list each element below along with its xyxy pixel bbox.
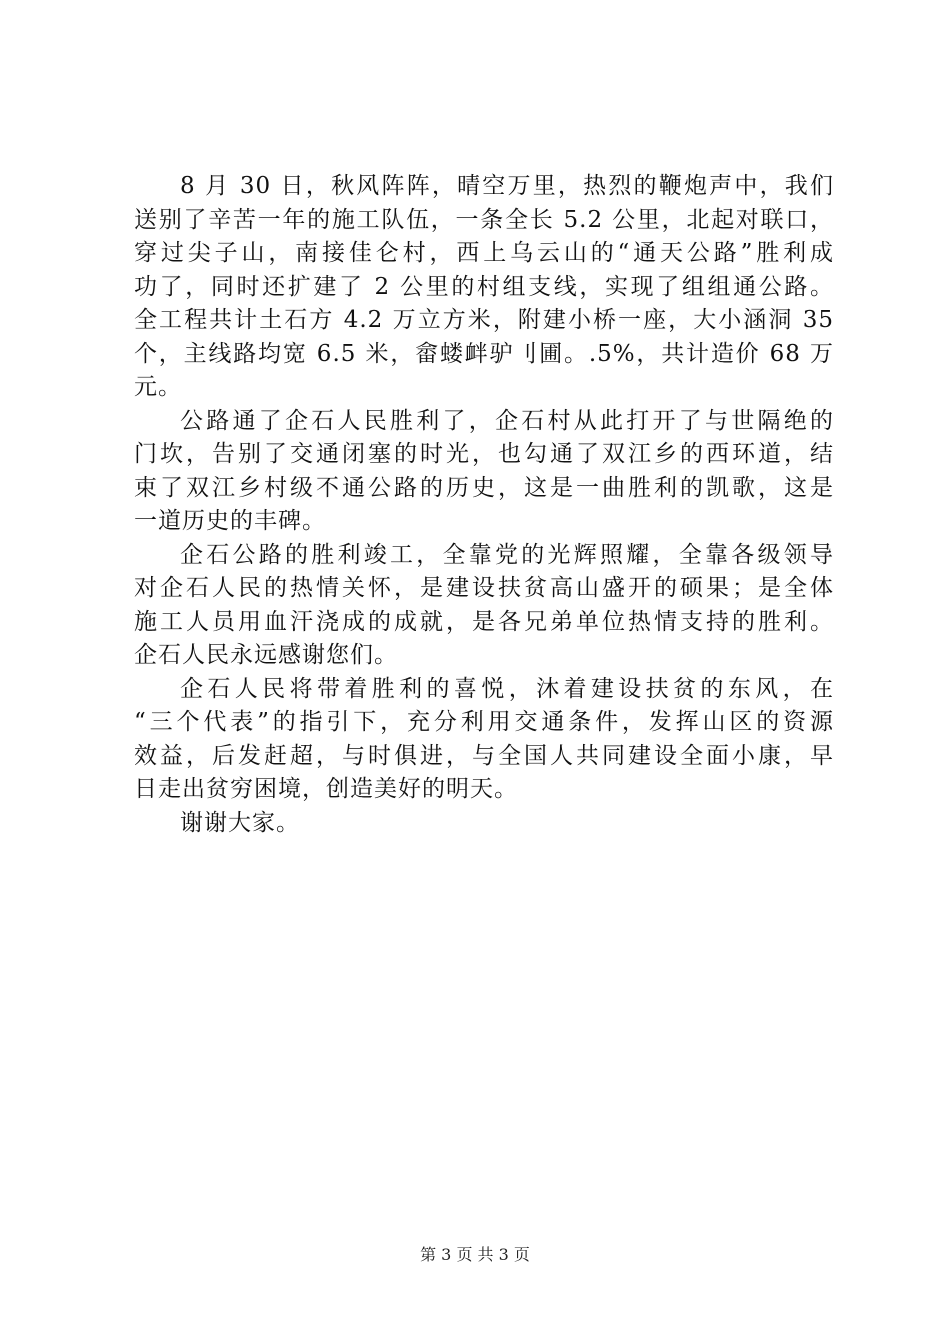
paragraph-line: 全工程共计土石方 4.2 万立方米，附建小桥一座，大小涵洞 35 (134, 307, 834, 333)
page-footer: 第 3 页 共 3 页 (420, 1245, 530, 1264)
paragraph-line: 公路通了企石人民胜利了，企石村从此打开了与世隔绝的 (180, 407, 834, 434)
paragraph-line: 企石人民将带着胜利的喜悦，沐着建设扶贫的东风，在 (180, 675, 834, 702)
body-text (134, 170, 834, 840)
paragraph-line: 个，主线路均宽 6.5 米，畲蝼衅驴刂圃。.5%，共计造价 68 万 (134, 340, 834, 367)
paragraph-line: 束了双江乡村级不通公路的历史，这是一曲胜利的凯歌，这是 (134, 474, 834, 501)
paragraph-line: 8 月 30 日，秋风阵阵，晴空万里，热烈的鞭炮声中，我们 (180, 173, 834, 199)
paragraph-line: 门坎，告别了交通闭塞的时光，也勾通了双江乡的西环道，结 (134, 441, 834, 467)
paragraph-line: 效益，后发赶超，与时俱进，与全国人共同建设全面小康，早 (134, 742, 834, 769)
paragraph-line: 日走出贫穷困境，创造美好的明天。 (134, 776, 518, 802)
paragraph-line: 元。 (134, 374, 182, 400)
closing-line: 谢谢大家。 (180, 809, 300, 836)
paragraph-line: 企石公路的胜利竣工，全靠党的光辉照耀，全靠各级领导 (180, 541, 834, 568)
paragraph-line: 穿过尖子山，南接佳仑村，西上乌云山的“通天公路”胜利成 (134, 240, 834, 266)
paragraph-line: 一道历史的丰碑。 (134, 508, 326, 534)
paragraph-line: 企石人民永远感谢您们。 (134, 642, 398, 668)
paragraph-line: 施工人员用血汗浇成的成就，是各兄弟单位热情支持的胜利。 (134, 608, 834, 635)
paragraph-line: 功了，同时还扩建了 2 公里的村组支线，实现了组组通公路。 (134, 273, 834, 300)
paragraph-line: 送别了辛苦一年的施工队伍，一条全长 5.2 公里，北起对联口， (134, 206, 834, 233)
paragraph-line: “三个代表”的指引下，充分利用交通条件，发挥山区的资源 (134, 709, 834, 735)
paragraph-line: 对企石人民的热情关怀，是建设扶贫高山盛开的硕果；是全体 (134, 575, 834, 601)
